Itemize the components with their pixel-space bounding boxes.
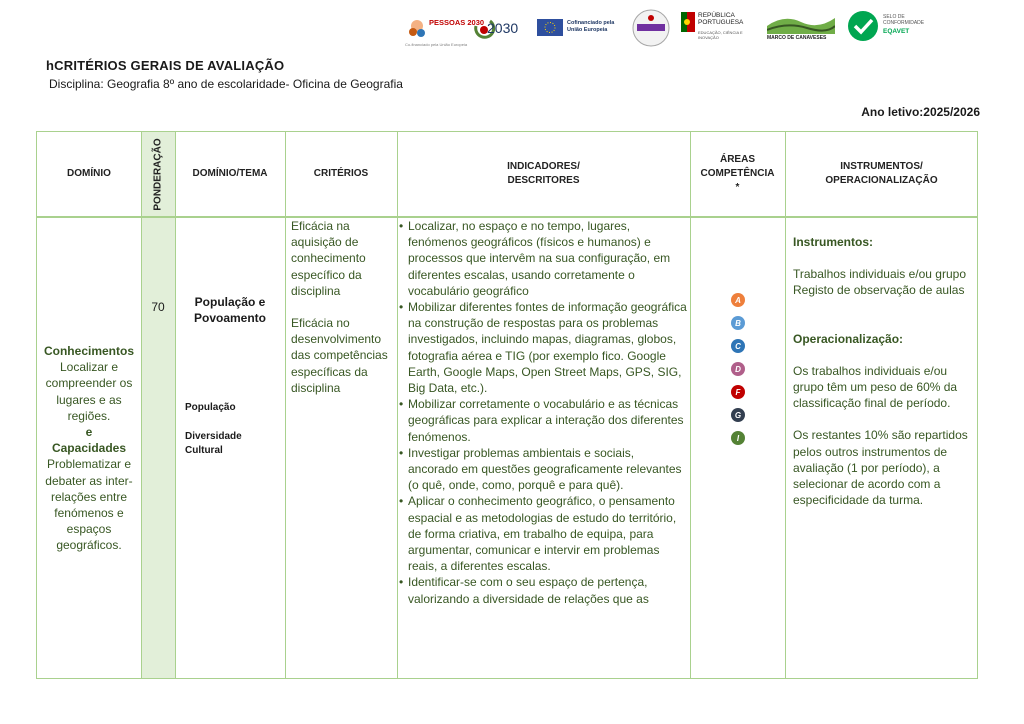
operacionalizacao-text-2: Os restantes 10% são repartidos pelos outros instrumentos de avaliação (1 por período), a selecionar de acordo com a especificidade da turma. xyxy=(793,428,968,508)
tema-subtopic-diversidade-line1: Diversidade xyxy=(185,431,242,442)
eqavet-label: EQAVET xyxy=(883,28,910,35)
republica-flag xyxy=(681,12,695,32)
ponderacao-value: 70 xyxy=(151,300,165,314)
republica-label: REPÚBLICA PORTUGUESA xyxy=(698,12,744,26)
eu-flag xyxy=(537,19,563,36)
header-areas xyxy=(690,132,785,216)
school-seal xyxy=(631,8,671,48)
dominio-capacidades-text: Problematizar e debater as inter-relações entre fenómenos e espaços geográficos. xyxy=(45,457,133,553)
header-tema: DOMÍNIO/TEMA xyxy=(192,168,268,179)
indicadores-list xyxy=(399,218,687,607)
area-badge-i: I xyxy=(731,431,745,445)
indicadores-cell xyxy=(399,218,687,607)
portugal-label: 2030 xyxy=(487,20,519,36)
header-ponderacao-label: PONDERAÇÃO xyxy=(152,137,164,211)
dominio-capacidades: Capacidades xyxy=(51,441,127,456)
republica-portuguesa-logo xyxy=(681,8,761,52)
document-subtitle: Disciplina: Geografia 8º ano de escolaridade- Oficina de Geografia xyxy=(49,77,403,91)
tema-subtopic-populacao: População xyxy=(185,402,236,413)
indicador-item: • Mobilizar corretamente o vocabulário e as técnicas geográficas para explicar a interação dos diferentes fenómenos. xyxy=(399,396,687,445)
indicador-item: • Investigar problemas ambientais e sociais, ancorado em questões geograficamente relevantes (o quê, onde, como, porquê e para quê). xyxy=(399,445,687,494)
dominio-conhecimentos-text: Localizar e compreender os lugares e as regiões. xyxy=(45,360,133,423)
criterio-1: Eficácia na aquisição de conhecimento específico da disciplina xyxy=(291,219,366,298)
header-ponderacao xyxy=(141,132,175,216)
tema-title-line1: População e xyxy=(194,295,266,309)
header-indicadores xyxy=(397,132,690,216)
logo-strip xyxy=(405,8,950,52)
header-areas-line1: ÁREAS xyxy=(719,154,755,165)
area-badge-a: A xyxy=(731,293,745,307)
dominio-cell xyxy=(41,343,137,554)
eqavet-logo xyxy=(847,8,947,52)
indicador-item: • Aplicar o conhecimento geográfico, o pensamento espacial e as metodologias de estudo do território, de forma criativa, em trabalho de equipa, para argumentar, comunicar e intervir em problemas reais, a diferentes escalas. xyxy=(399,493,687,574)
instrumentos-text: Trabalhos individuais e/ou grupo Registo de observação de aulas xyxy=(793,267,966,298)
tema-subtopic-diversidade-line2: Cultural xyxy=(185,445,223,456)
tema-title-line2: Povoamento xyxy=(193,311,266,326)
operacionalizacao-label: Operacionalização: xyxy=(793,331,904,346)
school-year: Ano letivo:2025/2026 xyxy=(861,105,980,119)
criteria-table xyxy=(36,131,978,679)
criterio-2: Eficácia no desenvolvimento das competências específicas da disciplina xyxy=(291,316,388,395)
tema-subtopic-diversidade xyxy=(185,430,281,458)
portugal-2030-logo xyxy=(473,8,523,52)
header-indicadores-line1: INDICADORES/ xyxy=(507,161,580,172)
header-indicadores-line2: DESCRITORES xyxy=(507,175,580,186)
eqavet-check-icon xyxy=(847,10,879,42)
school-seal-logo xyxy=(631,8,671,52)
instrumentos-cell xyxy=(793,234,975,508)
eqavet-top: SELO DE CONFORMIDADE xyxy=(883,14,925,26)
area-badge-g: G xyxy=(731,408,745,422)
area-badge-f: F xyxy=(731,385,745,399)
indicador-item: • Identificar-se com o seu espaço de pertença, valorizando a diversidade de relações que as xyxy=(399,574,687,606)
indicador-item: • Mobilizar diferentes fontes de informação geográfica na construção de respostas para os problemas investigados, incluindo mapas, diagramas, globos, fotografia aérea e TIG (por exemplo fico. Google Earth, Google Maps, Open Street Maps, GPS, SIG, Big Data, etc.). xyxy=(399,299,687,396)
marco-emblem xyxy=(767,12,835,34)
operacionalizacao-text-1: Os trabalhos individuais e/ou grupo têm um peso de 60% da classificação final de período. xyxy=(793,363,958,411)
instrumentos-label: Instrumentos: xyxy=(793,235,874,249)
criterios-cell xyxy=(291,218,393,396)
pessoas-label: PESSOAS 2030 xyxy=(429,18,485,27)
eu-label: Cofinanciado pela União Europeia xyxy=(567,20,615,33)
area-badge-d: D xyxy=(731,362,745,376)
dominio-conhecimentos: Conhecimentos xyxy=(43,344,134,358)
header-instrumentos-line2: OPERACIONALIZAÇÃO xyxy=(825,175,938,186)
dominio-e: e xyxy=(85,425,93,440)
header-dominio: DOMÍNIO xyxy=(67,168,111,179)
header-areas-line3: * xyxy=(735,182,740,193)
tema-title xyxy=(177,294,283,326)
area-badge-b: B xyxy=(731,316,745,330)
header-instrumentos xyxy=(785,132,978,216)
eu-stars xyxy=(537,19,563,36)
republica-sub: EDUCAÇÃO, CIÊNCIA E INOVAÇÃO xyxy=(698,30,743,40)
indicador-item: • Localizar, no espaço e no tempo, lugares, fenómenos geográficos (físicos e humanos) e processos que intervêm na sua configuração, em diferentes escalas, usando corretamente o vocabulário geográfico xyxy=(399,218,687,299)
document-title: hCRITÉRIOS GERAIS DE AVALIAÇÃO xyxy=(46,58,285,73)
header-instrumentos-line1: INSTRUMENTOS/ xyxy=(840,161,923,172)
pessoas-caption: Co-financiado pela União Europeia xyxy=(405,42,468,47)
marco-label: MARCO DE CANAVESES xyxy=(767,35,827,41)
eu-cofinanced-logo xyxy=(535,8,625,52)
marco-canaveses-logo xyxy=(767,8,837,52)
area-badge-c: C xyxy=(731,339,745,353)
header-areas-line2: COMPETÊNCIA xyxy=(700,168,775,179)
header-criterios: CRITÉRIOS xyxy=(313,168,369,179)
